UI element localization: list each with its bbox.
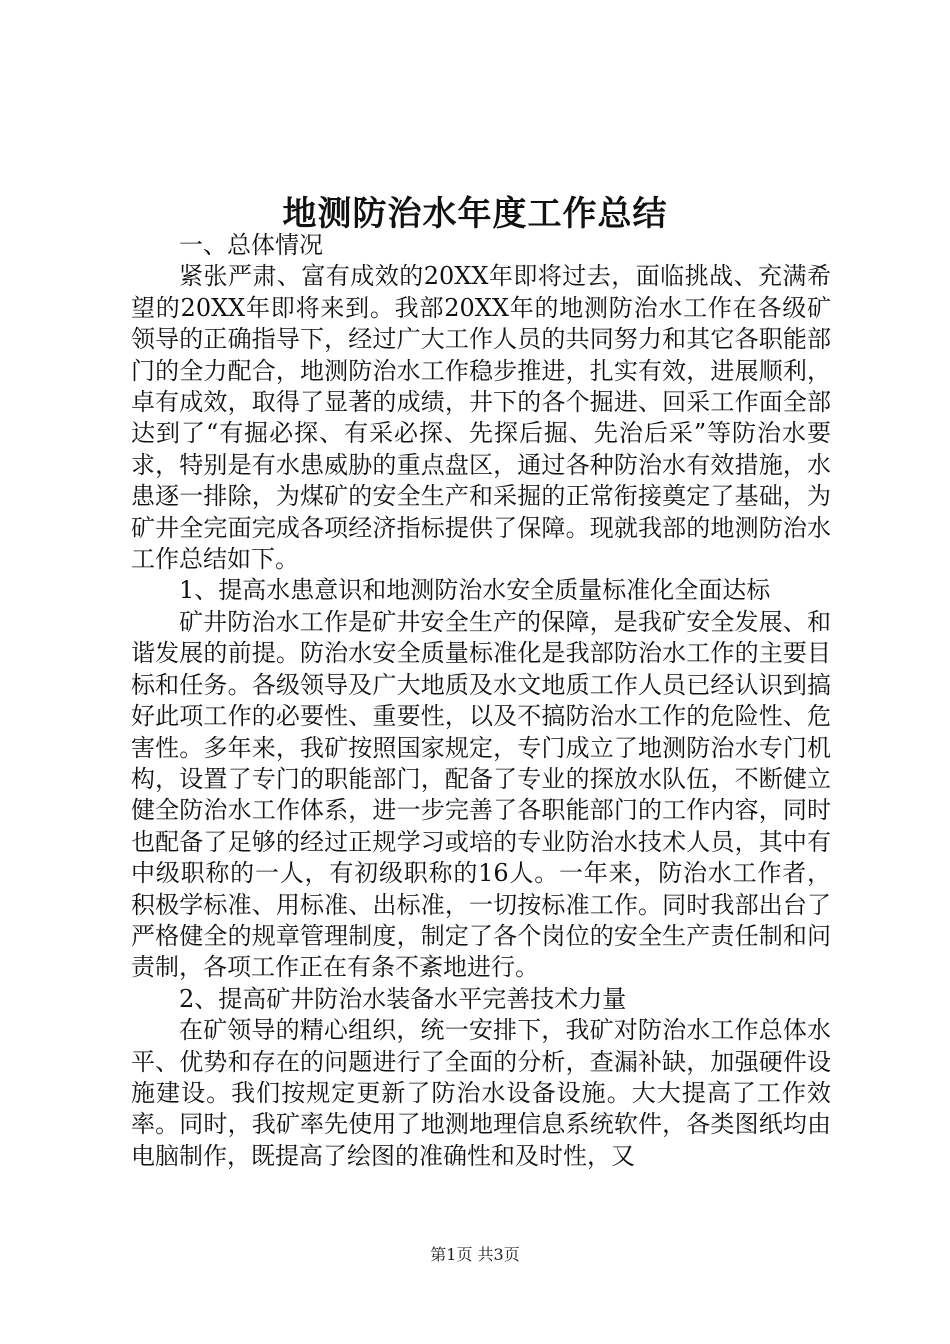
body-paragraph: 紧张严肃、富有成效的20XX年即将过去，面临挑战、充满希望的20XX年即将来到。我部20XX年的地测防治水工作在各级矿领导的正确指导下，经过广大工作人员的共同努力和其它各职能部门的全力配合，地测防治水工作稳步推进，扎实有效，进展顺利，卓有成效，取得了显著的成绩，井下的各个掘进、回采工作面全部达到了“有掘必探、有采必探、先探后掘、先治后采”等防治水要求，特别是有水患威胁的重点盘区，通过各种防治水有效措施，水患逐一排除，为煤矿的安全生产和采掘的正常衔接奠定了基础，为矿井全完面完成各项经济指标提供了保障。现就我部的地测防治水工作总结如下。 bbox=[131, 262, 831, 574]
section-heading: 一、总体情况 bbox=[179, 231, 323, 259]
document-title: 地测防治水年度工作总结 bbox=[282, 194, 668, 234]
body-paragraph: 矿井防治水工作是矿井安全生产的保障，是我矿安全发展、和谐发展的前提。防治水安全质量标准化是我部防治水工作的主要目标和任务。各级领导及广大地质及水文地质工作人员已经认识到搞好此项工作的必要性、重要性，以及不搞防治水工作的危险性、危害性。多年来，我矿按照国家规定，专门成立了地测防治水专门机构，设置了专门的职能部门，配备了专业的探放水队伍，不断健立健全防治水工作体系，进一步完善了各职能部门的工作内容，同时也配备了足够的经过正规学习或培的专业防治水技术人员，其中有中级职称的一人，有初级职称的16人。一年来，防治水工作者，积极学标准、用标准、出标准，一切按标准工作。同时我部出台了严格健全的规章管理制度，制定了各个岗位的安全生产责任制和问责制，各项工作正在有条不紊地进行。 bbox=[131, 607, 831, 982]
subsection-heading: 2、提高矿井防治水装备水平完善技术力量 bbox=[179, 984, 627, 1013]
document-body bbox=[131, 230, 831, 1172]
subsection-heading: 1、提高水患意识和地测防治水安全质量标准化全面达标 bbox=[179, 576, 771, 605]
page-footer: 第1页 共3页 bbox=[430, 1245, 520, 1264]
body-paragraph: 在矿领导的精心组织，统一安排下，我矿对防治水工作总体水平、优势和存在的问题进行了全面的分析，查漏补缺，加强硬件设施建设。我们按规定更新了防治水设备设施。大大提高了工作效率。同时，我矿率先使用了地测地理信息系统软件，各类图纸均由电脑制作，既提高了绘图的准确性和及时性，又 bbox=[131, 1016, 831, 1170]
